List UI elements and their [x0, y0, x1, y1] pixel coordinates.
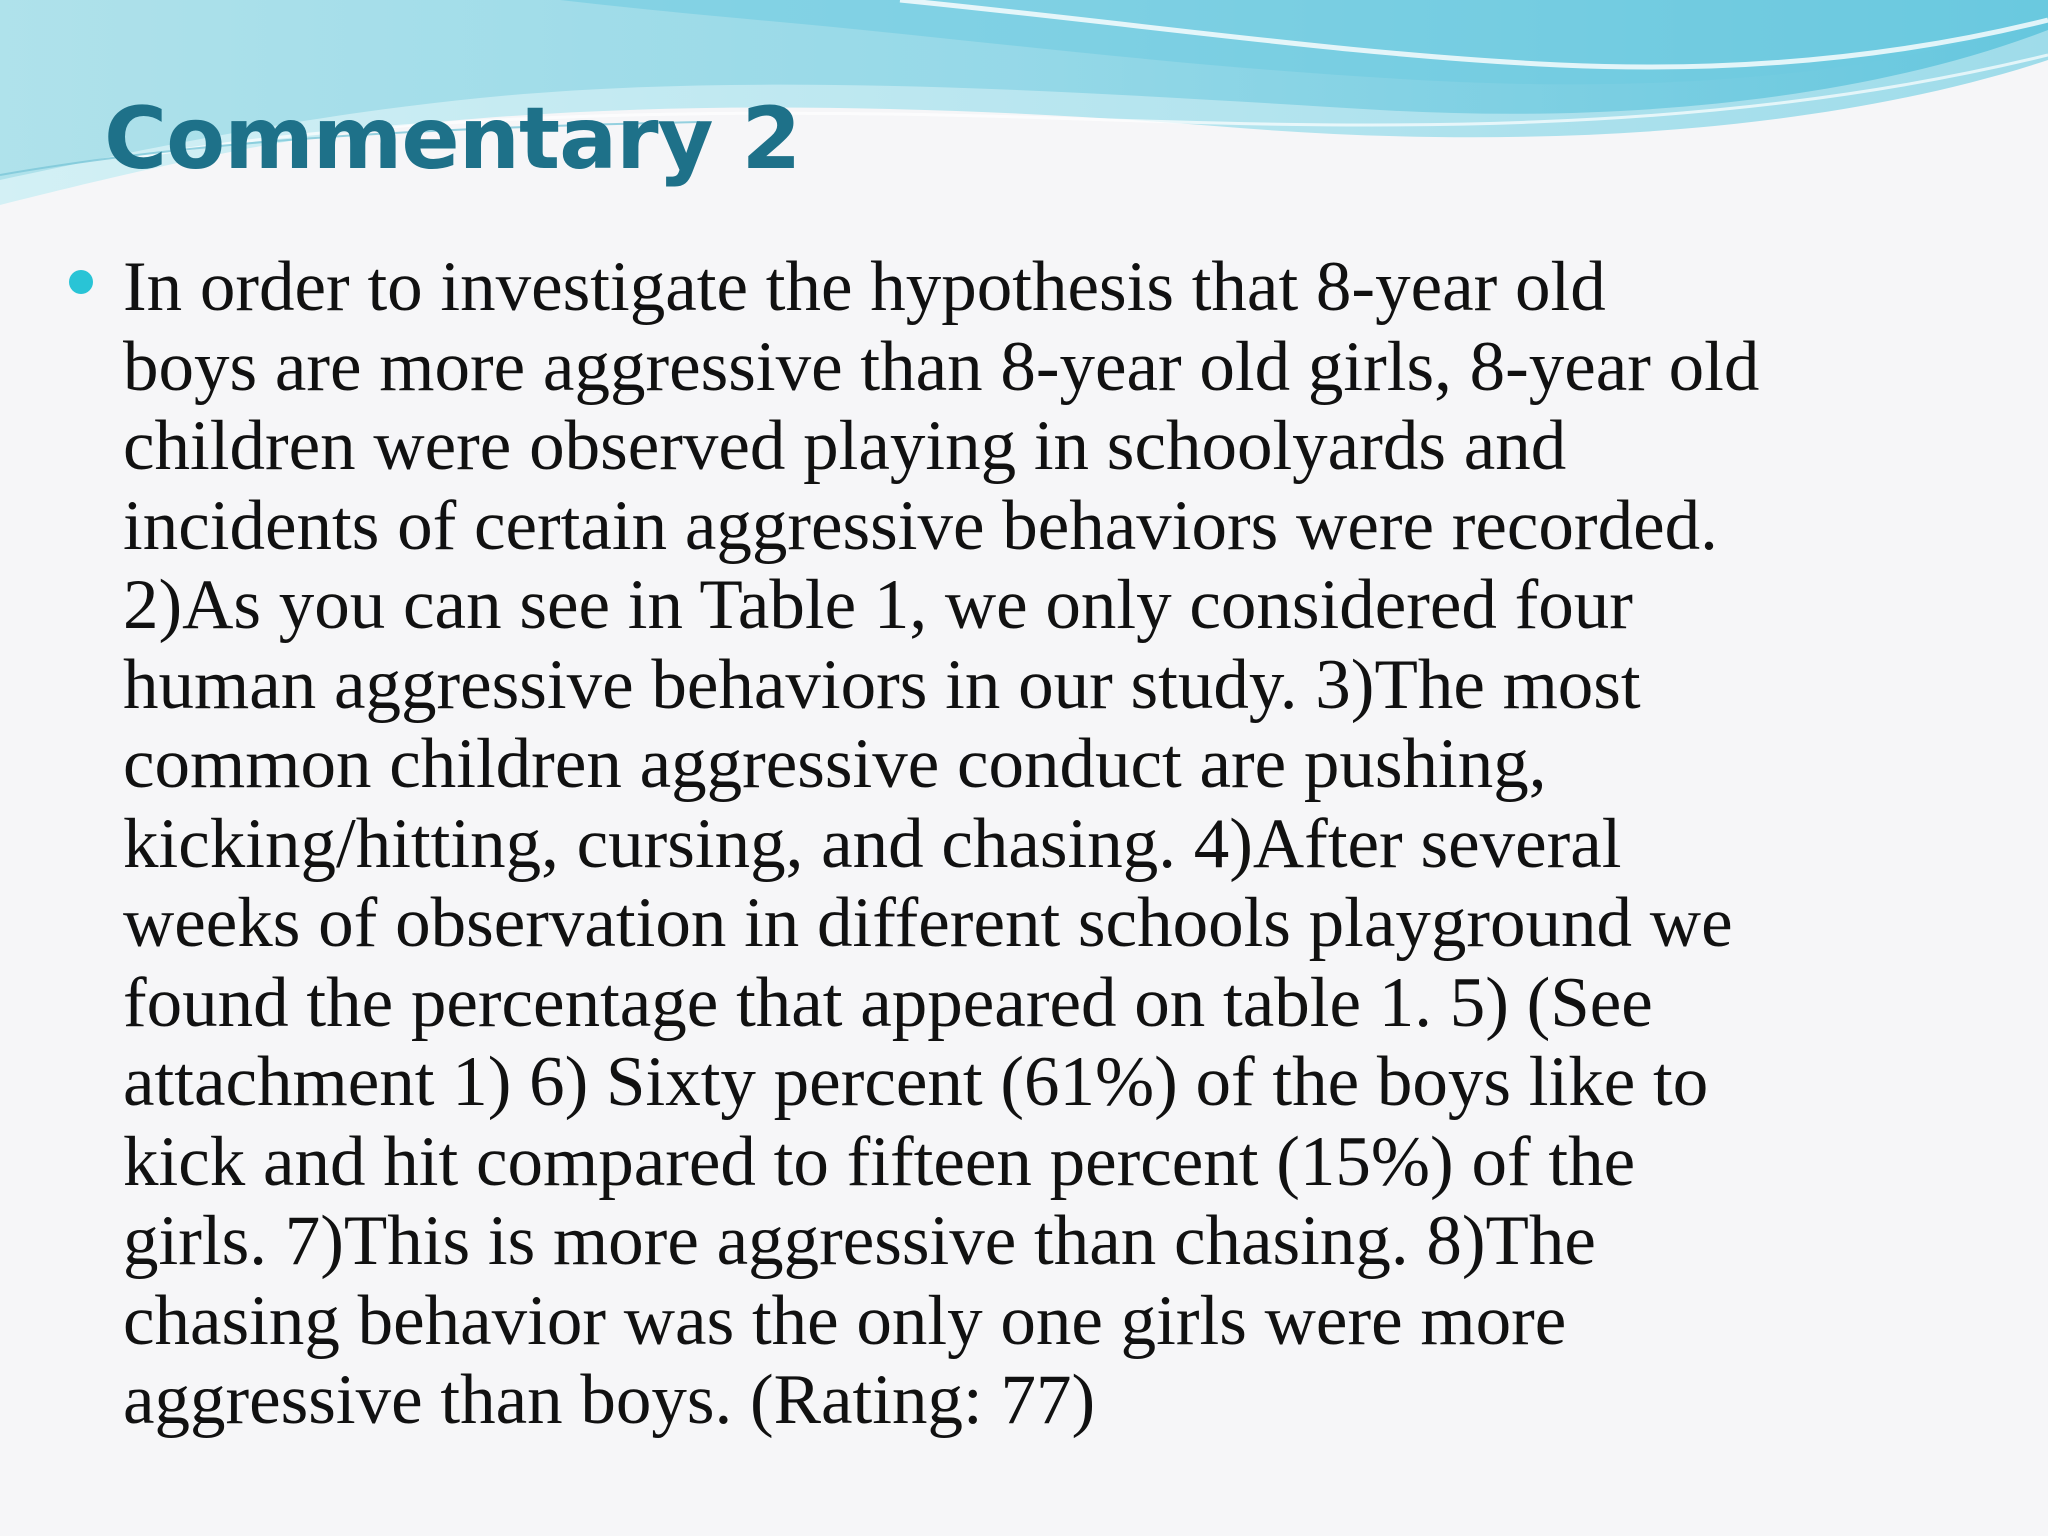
- slide-title: Commentary 2: [104, 89, 801, 189]
- bullet-dot-icon: [69, 270, 93, 294]
- bullet-text: In order to investigate the hypothesis that 8-year old boys are more aggressive than 8-year old girls, 8-year old children were observed playing in schoolyards and incidents of certain aggressive behaviors were recorded. 2)As you can see in Table 1, we only considered four human aggressive behaviors in our study. 3)The most common children aggressive conduct are pushing, kicking/hitting, cursing, and chasing. 4)After several weeks of observation in different schools playground we found the percentage that appeared on table 1. 5) (See attachment 1) 6) Sixty percent (61%) of the boys like to kick and hit compared to fifteen percent (15%) of the girls. 7)This is more aggressive than chasing. 8)The chasing behavior was the only one girls were more aggressive than boys. (Rating: 77): [123, 248, 1760, 1439]
